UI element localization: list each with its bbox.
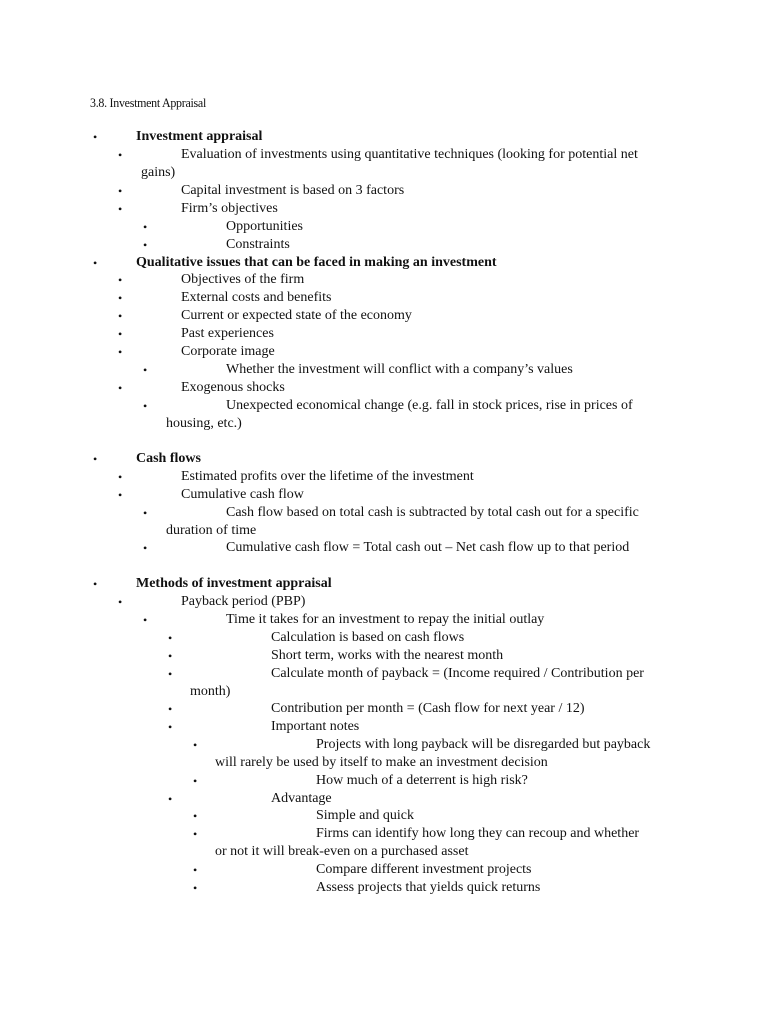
list-item: Compare different investment projects xyxy=(316,862,532,877)
list-item: Assess projects that yields quick returns xyxy=(316,880,541,895)
bullet-icon: • xyxy=(168,667,173,681)
list-item: Evaluation of investments using quantitative techniques (looking for potential net xyxy=(181,147,638,162)
bullet-icon: • xyxy=(118,595,123,609)
bullet-icon: • xyxy=(193,881,198,895)
list-item: Estimated profits over the lifetime of the investment xyxy=(181,469,474,484)
list-item: Constraints xyxy=(226,237,290,252)
bullet-icon: • xyxy=(193,774,198,788)
list-item: Short term, works with the nearest month xyxy=(271,648,504,663)
bullet-icon: • xyxy=(168,720,173,734)
list-item: Qualitative issues that can be faced in making an investment xyxy=(136,255,497,270)
list-item: Unexpected economical change (e.g. fall in stock prices, rise in prices of xyxy=(226,398,633,413)
bullet-icon: • xyxy=(118,381,123,395)
list-item: Current or expected state of the economy xyxy=(181,308,412,323)
bullet-icon: • xyxy=(193,863,198,877)
list-item-continuation: will rarely be used by itself to make an investment decision xyxy=(215,755,548,770)
list-item: Cash flow based on total cash is subtracted by total cash out for a specific xyxy=(226,505,639,520)
bullet-icon: • xyxy=(93,256,98,270)
bullet-icon: • xyxy=(93,452,98,466)
bullet-icon: • xyxy=(143,506,148,520)
list-item: Advantage xyxy=(271,791,332,806)
bullet-icon: • xyxy=(193,827,198,841)
list-item: Capital investment is based on 3 factors xyxy=(181,183,405,198)
bullet-icon: • xyxy=(118,309,123,323)
list-item: Firms can identify how long they can recoup and whether xyxy=(316,826,640,841)
bullet-icon: • xyxy=(118,327,123,341)
bullet-icon: • xyxy=(118,148,123,162)
list-item-continuation: housing, etc.) xyxy=(166,416,242,431)
list-item-continuation: duration of time xyxy=(166,523,257,538)
list-item: Simple and quick xyxy=(316,808,414,823)
list-item: Cash flows xyxy=(136,451,201,466)
bullet-icon: • xyxy=(168,649,173,663)
list-item-continuation: month) xyxy=(190,684,231,699)
bullet-icon: • xyxy=(118,202,123,216)
bullet-icon: • xyxy=(143,238,148,252)
bullet-icon: • xyxy=(168,702,173,716)
bullet-icon: • xyxy=(168,792,173,806)
list-item: Time it takes for an investment to repay the initial outlay xyxy=(226,612,545,627)
bullet-icon: • xyxy=(93,130,98,144)
list-item: Cumulative cash flow xyxy=(181,487,304,502)
page-title: 3.8. Investment Appraisal xyxy=(90,95,207,110)
bullet-icon: • xyxy=(118,184,123,198)
bullet-icon: • xyxy=(193,738,198,752)
list-item: How much of a deterrent is high risk? xyxy=(316,773,528,788)
list-item: Calculation is based on cash flows xyxy=(271,630,465,645)
list-item: Objectives of the firm xyxy=(181,272,305,287)
list-item: Past experiences xyxy=(181,326,274,341)
bullet-icon: • xyxy=(118,470,123,484)
list-item: Calculate month of payback = (Income required / Contribution per xyxy=(271,666,644,681)
list-item: Important notes xyxy=(271,719,360,734)
list-item: Opportunities xyxy=(226,219,303,234)
list-item: Cumulative cash flow = Total cash out – Net cash flow up to that period xyxy=(226,540,630,555)
bullet-icon: • xyxy=(118,291,123,305)
bullet-icon: • xyxy=(143,220,148,234)
list-item: Firm’s objectives xyxy=(181,201,278,216)
list-item: Exogenous shocks xyxy=(181,380,285,395)
list-item: External costs and benefits xyxy=(181,290,332,305)
bullet-icon: • xyxy=(143,541,148,555)
bullet-icon: • xyxy=(118,345,123,359)
list-item: Investment appraisal xyxy=(136,129,263,144)
list-item: Projects with long payback will be disregarded but payback xyxy=(316,737,651,752)
bullet-icon: • xyxy=(193,809,198,823)
bullet-icon: • xyxy=(118,273,123,287)
list-item: Methods of investment appraisal xyxy=(136,576,332,591)
bullet-icon: • xyxy=(143,363,148,377)
bullet-icon: • xyxy=(143,613,148,627)
list-item: Corporate image xyxy=(181,344,275,359)
list-item: Payback period (PBP) xyxy=(181,594,306,609)
list-item: Whether the investment will conflict with a company’s values xyxy=(226,362,573,377)
list-item-continuation: gains) xyxy=(141,165,176,180)
bullet-icon: • xyxy=(168,631,173,645)
bullet-icon: • xyxy=(143,399,148,413)
list-item-continuation: or not it will break-even on a purchased asset xyxy=(215,844,469,859)
bullet-icon: • xyxy=(93,577,98,591)
bullet-icon: • xyxy=(118,488,123,502)
list-item: Contribution per month = (Cash flow for next year / 12) xyxy=(271,701,585,716)
